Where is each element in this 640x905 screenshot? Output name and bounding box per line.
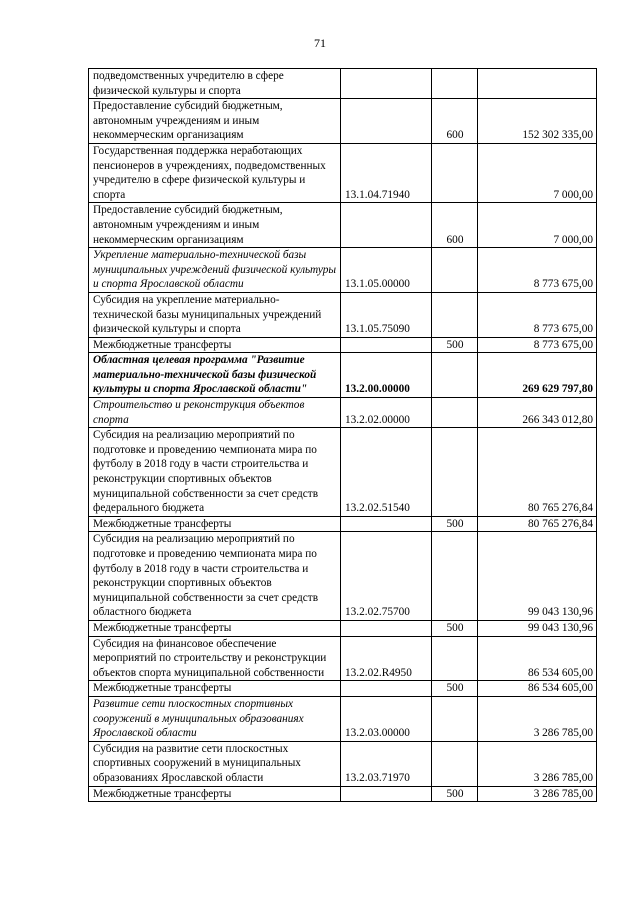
row-amount-cell: 7 000,00 (478, 203, 597, 248)
row-code-cell: 13.2.02.75700 (341, 532, 432, 621)
row-name-cell: Областная целевая программа "Развитие материально-технической базы физической культуры и спорта Ярославской области" (89, 353, 341, 398)
table-row (89, 681, 597, 697)
row-expense-type-cell (432, 696, 478, 741)
row-name-cell: Предоставление субсидий бюджетным, автономным учреждениям и иным некоммерческим организациям (89, 99, 341, 144)
table-row (89, 741, 597, 786)
row-code-cell (341, 516, 432, 532)
table-row (89, 398, 597, 428)
row-amount-cell: 3 286 785,00 (478, 741, 597, 786)
row-amount-cell: 99 043 130,96 (478, 620, 597, 636)
page-number: 71 (314, 36, 326, 50)
row-expense-type-cell (432, 292, 478, 337)
row-amount-cell: 80 765 276,84 (478, 516, 597, 532)
table-row (89, 248, 597, 293)
row-amount-cell: 86 534 605,00 (478, 636, 597, 681)
row-amount-cell: 269 629 797,80 (478, 353, 597, 398)
table-row (89, 620, 597, 636)
table-row (89, 696, 597, 741)
row-expense-type-cell (432, 248, 478, 293)
table-row (89, 532, 597, 621)
table-row (89, 292, 597, 337)
row-name-cell: Субсидия на реализацию мероприятий по подготовке и проведению чемпионата мира по футболу в 2018 году в части строительства и реконструкции спортивных объектов муниципальной собственности за счет средств федерального бюджета (89, 428, 341, 517)
row-expense-type-cell: 600 (432, 203, 478, 248)
row-name-cell: Субсидия на финансовое обеспечение мероприятий по строительству и реконструкции объектов спорта муниципальной собственности (89, 636, 341, 681)
row-expense-type-cell (432, 353, 478, 398)
table-row (89, 203, 597, 248)
row-code-cell (341, 337, 432, 353)
row-code-cell (341, 99, 432, 144)
row-name-cell: Межбюджетные трансферты (89, 681, 341, 697)
row-expense-type-cell: 500 (432, 786, 478, 802)
row-name-cell: Укрепление материально-технической базы муниципальных учреждений физической культуры и спорта Ярославской области (89, 248, 341, 293)
row-name-cell: Предоставление субсидий бюджетным, автономным учреждениям и иным некоммерческим организациям (89, 203, 341, 248)
row-name-cell: Межбюджетные трансферты (89, 786, 341, 802)
table-row (89, 428, 597, 517)
row-expense-type-cell (432, 398, 478, 428)
row-name-cell: Субсидия на развитие сети плоскостных спортивных сооружений в муниципальных образованиях Ярославской области (89, 741, 341, 786)
budget-table-body (89, 69, 597, 802)
row-amount-cell: 3 286 785,00 (478, 786, 597, 802)
row-expense-type-cell (432, 741, 478, 786)
row-amount-cell (478, 69, 597, 99)
row-expense-type-cell (432, 143, 478, 202)
row-expense-type-cell (432, 532, 478, 621)
row-code-cell (341, 786, 432, 802)
table-row (89, 636, 597, 681)
row-amount-cell: 99 043 130,96 (478, 532, 597, 621)
row-code-cell (341, 203, 432, 248)
row-code-cell (341, 620, 432, 636)
row-expense-type-cell: 500 (432, 516, 478, 532)
row-name-cell: Государственная поддержка неработающих пенсионеров в учреждениях, подведомственных учредителю в сфере физической культуры и спорта (89, 143, 341, 202)
row-amount-cell: 3 286 785,00 (478, 696, 597, 741)
row-expense-type-cell: 500 (432, 681, 478, 697)
row-code-cell (341, 69, 432, 99)
table-row (89, 786, 597, 802)
row-code-cell: 13.1.05.75090 (341, 292, 432, 337)
row-code-cell: 13.2.03.71970 (341, 741, 432, 786)
row-amount-cell: 266 343 012,80 (478, 398, 597, 428)
table-row (89, 516, 597, 532)
row-name-cell: Межбюджетные трансферты (89, 337, 341, 353)
row-amount-cell: 86 534 605,00 (478, 681, 597, 697)
budget-table (88, 68, 597, 802)
row-amount-cell: 8 773 675,00 (478, 337, 597, 353)
row-code-cell (341, 681, 432, 697)
row-amount-cell: 152 302 335,00 (478, 99, 597, 144)
table-row (89, 143, 597, 202)
row-expense-type-cell: 600 (432, 99, 478, 144)
row-name-cell: Строительство и реконструкция объектов спорта (89, 398, 341, 428)
table-row (89, 69, 597, 99)
row-code-cell: 13.2.03.00000 (341, 696, 432, 741)
row-amount-cell: 8 773 675,00 (478, 248, 597, 293)
row-name-cell: Субсидия на реализацию мероприятий по подготовке и проведению чемпионата мира по футболу в 2018 году в части строительства и реконструкции спортивных объектов муниципальной собственности за счет средств областного бюджета (89, 532, 341, 621)
row-code-cell: 13.2.02.00000 (341, 398, 432, 428)
row-amount-cell: 7 000,00 (478, 143, 597, 202)
row-name-cell: Субсидия на укрепление материально-технической базы муниципальных учреждений физической культуры и спорта (89, 292, 341, 337)
row-name-cell: Межбюджетные трансферты (89, 620, 341, 636)
row-code-cell: 13.1.05.00000 (341, 248, 432, 293)
row-expense-type-cell (432, 636, 478, 681)
table-row (89, 337, 597, 353)
table-row (89, 353, 597, 398)
row-amount-cell: 80 765 276,84 (478, 428, 597, 517)
row-code-cell: 13.2.02.R4950 (341, 636, 432, 681)
row-name-cell: Развитие сети плоскостных спортивных сооружений в муниципальных образованиях Ярославской области (89, 696, 341, 741)
table-row (89, 99, 597, 144)
row-expense-type-cell (432, 69, 478, 99)
row-code-cell: 13.1.04.71940 (341, 143, 432, 202)
row-expense-type-cell: 500 (432, 337, 478, 353)
row-code-cell: 13.2.00.00000 (341, 353, 432, 398)
row-name-cell: Межбюджетные трансферты (89, 516, 341, 532)
row-expense-type-cell (432, 428, 478, 517)
row-code-cell: 13.2.02.51540 (341, 428, 432, 517)
row-name-cell: подведомственных учредителю в сфере физической культуры и спорта (89, 69, 341, 99)
row-amount-cell: 8 773 675,00 (478, 292, 597, 337)
row-expense-type-cell: 500 (432, 620, 478, 636)
